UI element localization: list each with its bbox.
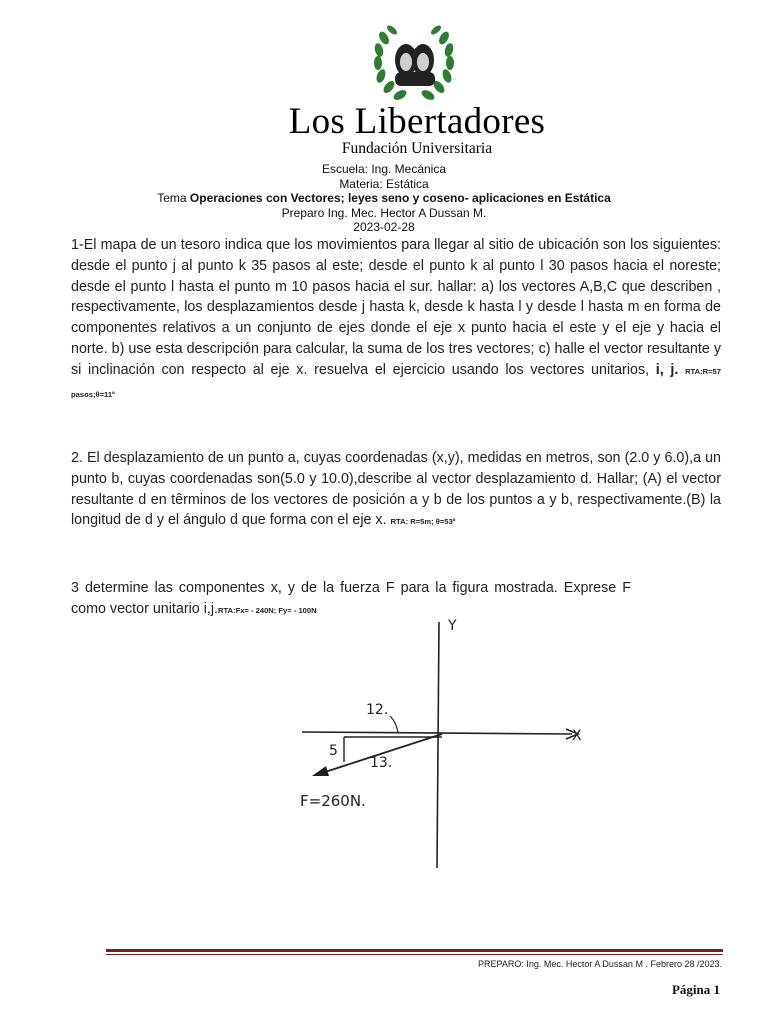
brand-name: Los Libertadores: [288, 101, 546, 142]
problem-2-answer: RTA: R=5m; θ=53º: [390, 517, 456, 527]
x-axis-label: X: [572, 728, 582, 744]
y-axis: [437, 622, 439, 868]
label-5: 5: [329, 743, 338, 759]
escuela-line: Escuela: Ing. Mecánica: [321, 162, 447, 176]
preparo-line: Preparo Ing. Mec. Hector A Dussan M.: [281, 206, 487, 220]
label-13: 13.: [370, 755, 393, 771]
label-12: 12.: [366, 702, 389, 718]
problem-3-answer: RTA:Fx= - 240N; Fy= - 100N: [218, 605, 317, 615]
page-number: Página 1: [671, 982, 720, 997]
footer-text: PREPARO: Ing. Mec. Hector A Dussan M . Febrero 28 /2023.: [478, 959, 722, 969]
force-diagram: [296, 610, 596, 872]
problem-1: [71, 235, 721, 405]
problem-3-text: 3 determine las componentes x, y de la fuerza F para la figura mostrada. Exprese F como vector unitario i,j.: [71, 580, 631, 617]
force-label: F=260N.: [300, 792, 366, 810]
problem-2-text: 2. El desplazamiento de un punto a, cuyas coordenadas (x,y), medidas en metros, son (2.0 y 6.0),a un punto b, cuyas coordenadas son(5.0 y 10.0),describe al vector desplazamiento d. Hallar; (A) el vector resultante d en têrminos de los vectores de posición a y b de los puntos a y b, respectivamente.(B) la longitud de d y el ángulo d que forma con el eje x.: [71, 450, 721, 529]
university-logo: [370, 20, 458, 106]
dimension-tick-12: [390, 716, 398, 732]
tema-line: [0, 191, 768, 205]
footer-rule-thin: [106, 954, 723, 955]
force-arrowhead-icon: [312, 766, 329, 776]
materia-line: Materia: Estática: [339, 177, 429, 191]
problem-1-unit-vectors: i, j.: [655, 361, 679, 378]
y-axis-label: Y: [448, 618, 457, 634]
brand-subtitle: Fundación Universitaria: [341, 140, 493, 157]
problem-2: [71, 448, 721, 533]
problem-1-text: 1-El mapa de un tesoro indica que los movimientos para llegar al sitio de ubicación son los siguientes: desde el punto j al punto k 35 pasos al este; desde el punto k al punto l 30 pasos hacia el noreste; desde el punto l hasta el punto m 10 pasos hacia el sur. hallar: a) los vectores A,B,C que describen , respectivamente, los desplazamientos desde j hasta k, desde k hasta l y desde l hasta m en forma de componentes relativos a un conjunto de ejes donde el eje x punto hacia el este y el eje y hacia el norte. b) use esta descripción para calcular, la suma de los tres vectores; c) halle el vector resultante y si inclinación con respecto al eje x. resuelva el ejercicio usando los vectores unitarios,: [71, 237, 721, 378]
x-axis: [302, 732, 572, 734]
tema-title: Operaciones con Vectores; leyes seno y coseno- aplicaciones en Estática: [189, 191, 611, 205]
date-line: 2023-02-28: [353, 220, 415, 234]
tema-prefix: Tema: [157, 191, 187, 205]
footer-rule: [106, 949, 723, 952]
problem-1-answer: RTA:R=57 pasos;θ=11º: [71, 366, 721, 399]
